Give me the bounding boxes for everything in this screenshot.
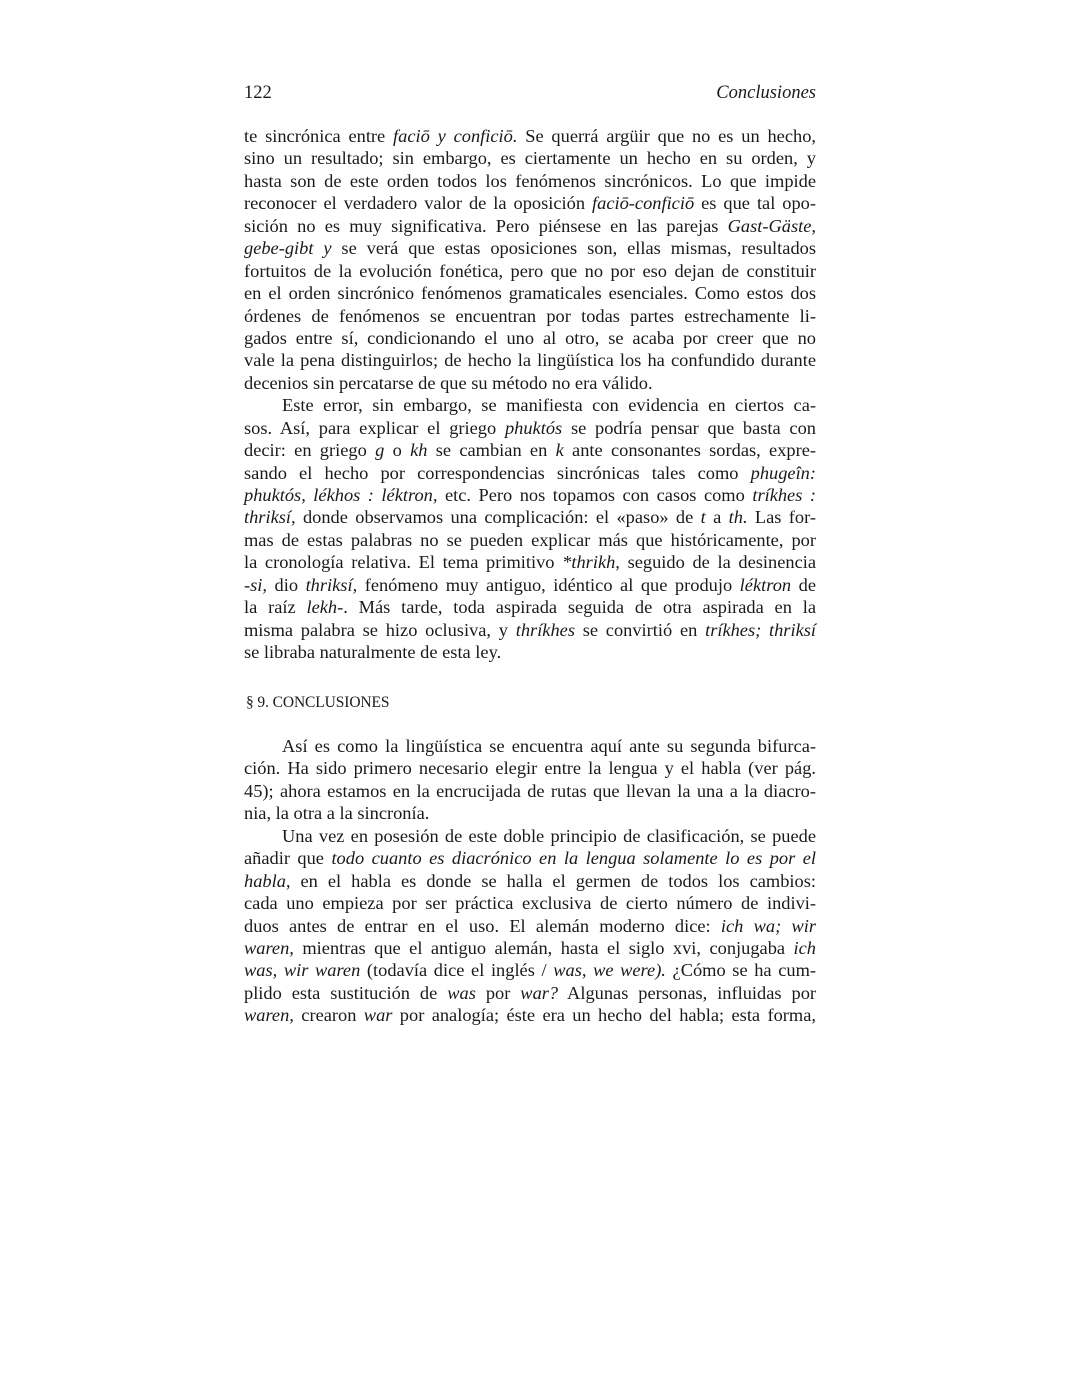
text-run: hasta son de este orden todos los fenómenos sincrónicos. Lo que impide <box>244 170 816 191</box>
text-line <box>244 870 816 892</box>
text-run: seguido de la desinencia <box>619 552 817 573</box>
italic-term: was <box>447 982 476 1003</box>
text-run: te sincrónica entre <box>244 126 394 146</box>
text-line <box>244 641 816 663</box>
text-line <box>244 215 816 237</box>
italic-term: waren, <box>244 937 294 958</box>
text-run: sición no es muy significativa. Pero piénsese en las parejas <box>244 215 728 236</box>
text-run: duos antes de entrar en el uso. El alemán moderno dice: <box>244 915 721 936</box>
text-line <box>244 780 816 802</box>
text-run: se cambian en <box>427 440 556 461</box>
text-line <box>244 170 816 192</box>
text-line <box>244 349 816 371</box>
text-line <box>244 147 816 169</box>
italic-term: gebe-gibt y <box>244 238 332 259</box>
text-line <box>244 1004 816 1026</box>
text-run: o <box>384 440 411 461</box>
italic-term: war? <box>520 982 559 1003</box>
text-line <box>244 282 816 304</box>
text-line <box>244 192 816 214</box>
italic-term: th. <box>728 507 748 528</box>
italic-term: faciō y conficiō. <box>393 126 518 146</box>
text-line <box>244 847 816 869</box>
text-run: etc. Pero nos topamos con casos como <box>437 485 753 505</box>
italic-term: kh <box>410 440 428 461</box>
text-run: Algunas personas, influidas por <box>558 982 817 1003</box>
text-run: Las for- <box>747 507 816 528</box>
italic-term: t <box>700 507 706 528</box>
text-run: en el habla es donde se halla el germen de todos los cambios: <box>290 870 816 891</box>
italic-term: faciō-conficiō <box>592 193 695 214</box>
text-line <box>244 596 816 618</box>
italic-term: thriksí, <box>244 507 296 528</box>
body-text-block-2 <box>244 735 816 1027</box>
text-run: reconocer el verdadero valor de la oposición <box>244 193 593 214</box>
italic-term: tríkhes; thriksí <box>705 619 817 640</box>
text-line <box>244 305 816 327</box>
text-line <box>244 915 816 937</box>
text-run: de <box>791 574 816 595</box>
text-run: la raíz <box>244 597 307 618</box>
text-run: gados entre sí, condicionando el uno al otro, se acaba por creer que no <box>244 327 816 348</box>
text-line <box>244 959 816 981</box>
text-run: ante consonantes sordas, expre- <box>563 440 816 461</box>
italic-term: lekh- <box>306 597 344 618</box>
italic-term: tríkhes : <box>752 485 817 505</box>
text-run: misma palabra se hizo oclusiva, y <box>244 619 516 640</box>
italic-term: waren, <box>244 1005 294 1026</box>
italic-term: léktron <box>739 574 792 595</box>
text-line <box>244 372 816 394</box>
text-run: en el orden sincrónico fenómenos gramaticales esenciales. Como estos dos <box>244 283 816 304</box>
italic-term: k <box>555 440 564 461</box>
italic-term: Gast-Gäste, <box>727 215 816 236</box>
text-run: plido esta sustitución de <box>244 982 448 1003</box>
text-line <box>244 825 816 847</box>
text-line <box>244 125 816 147</box>
section-heading: § 9. CONCLUSIONES <box>246 694 390 711</box>
italic-term: phuktós, lékhos : léktron, <box>244 485 438 505</box>
text-run: Este error, sin embargo, se manifiesta con evidencia en ciertos ca- <box>282 395 816 416</box>
text-line <box>244 237 816 259</box>
text-run: por analogía; éste era un hecho del habla; esta forma, <box>392 1005 816 1026</box>
text-run: órdenes de fenómenos se encuentran por todas partes estrechamente li- <box>244 305 816 326</box>
text-run: se podría pensar que basta con <box>562 417 816 438</box>
text-run: sando el hecho por correspondencias sincrónicas tales como <box>244 462 751 483</box>
italic-term: g <box>375 440 385 461</box>
text-line <box>244 757 816 779</box>
italic-term: thríkhes <box>515 619 575 640</box>
text-run: crearon <box>293 1005 364 1026</box>
text-run: mientras que el antiguo alemán, hasta el siglo xvi, conjugaba <box>293 937 794 958</box>
italic-term: ich wa; wir <box>720 915 816 936</box>
text-line <box>244 802 816 824</box>
text-line <box>244 574 816 596</box>
text-run: sino un resultado; sin embargo, es ciertamente un hecho en su orden, y <box>244 148 816 169</box>
text-run: (todavía dice el inglés / <box>360 960 554 981</box>
body-text-block-1 <box>244 125 816 664</box>
text-line <box>244 484 816 506</box>
page-number: 122 <box>244 83 272 103</box>
text-line <box>244 506 816 528</box>
text-line <box>244 551 816 573</box>
text-line <box>244 417 816 439</box>
text-run: sos. Así, para explicar el griego <box>244 417 505 438</box>
text-run: la cronología relativa. El tema primitivo <box>244 552 563 573</box>
text-run: a <box>705 507 729 528</box>
text-run: cada uno empieza por ser práctica exclusiva de cierto número de indivi- <box>244 893 816 914</box>
text-line <box>244 260 816 282</box>
text-line <box>244 619 816 641</box>
text-run: fenómeno muy antiguo, idéntico al que produjo <box>357 574 740 595</box>
text-run: 45); ahora estamos en la encrucijada de rutas que llevan la una a la diacro- <box>244 780 816 801</box>
text-run: se libraba naturalmente de esta ley. <box>244 642 502 663</box>
text-run: ción. Ha sido primero necesario elegir entre la lengua y el habla (ver pág. <box>244 758 816 779</box>
text-run: vale la pena distinguirlos; de hecho la lingüística los ha confundido durante <box>244 350 816 371</box>
text-run: dio <box>267 574 306 595</box>
text-run: mas de estas palabras no se pueden explicar más que históricamente, por <box>244 529 816 550</box>
running-title: Conclusiones <box>716 83 816 103</box>
text-line <box>244 735 816 757</box>
text-line <box>244 439 816 461</box>
text-run: Se querrá argüir que no es un hecho, <box>517 126 816 146</box>
text-run: Así es como la lingüística se encuentra aquí ante su segunda bifurca- <box>282 736 816 756</box>
italic-term: habla, <box>244 870 291 891</box>
text-run: se verá que estas oposiciones son, ellas mismas, resultados <box>331 238 816 259</box>
text-line <box>244 529 816 551</box>
text-run: es que tal opo- <box>694 193 817 214</box>
italic-term: todo cuanto es diacrónico en la lengua solamente lo es por el <box>331 848 816 869</box>
text-line <box>244 937 816 959</box>
italic-term: was, wir waren <box>244 960 361 981</box>
text-run: . Más tarde, toda aspirada seguida de otra aspirada en la <box>343 597 816 618</box>
text-line <box>244 394 816 416</box>
italic-term: phugeîn: <box>750 462 816 483</box>
text-line <box>244 327 816 349</box>
text-run: se convirtió en <box>574 619 706 640</box>
page-header <box>244 81 816 105</box>
text-line <box>244 462 816 484</box>
italic-term: war <box>363 1005 393 1026</box>
text-run: nia, la otra a la sincronía. <box>244 803 430 824</box>
italic-term: was, we were). <box>553 960 666 981</box>
italic-term: ich <box>793 937 816 958</box>
text-run: fortuitos de la evolución fonética, pero que no por eso dejan de constituir <box>244 260 816 281</box>
italic-term: phuktós <box>504 417 563 438</box>
italic-term: *thrikh, <box>562 552 620 573</box>
text-run: donde observamos una complicación: el «paso» de <box>295 507 701 528</box>
italic-term: -si, <box>244 574 267 595</box>
text-run: ¿Cómo se ha cum- <box>665 960 816 981</box>
text-run: Una vez en posesión de este doble principio de clasificación, se puede <box>282 825 816 846</box>
text-run: añadir que <box>244 848 332 869</box>
text-line <box>244 982 816 1004</box>
text-run: por <box>475 982 521 1003</box>
text-run: decenios sin percatarse de que su método no era válido. <box>244 372 653 393</box>
text-line <box>244 892 816 914</box>
text-run: decir: en griego <box>244 440 376 461</box>
italic-term: thriksí, <box>305 574 358 595</box>
